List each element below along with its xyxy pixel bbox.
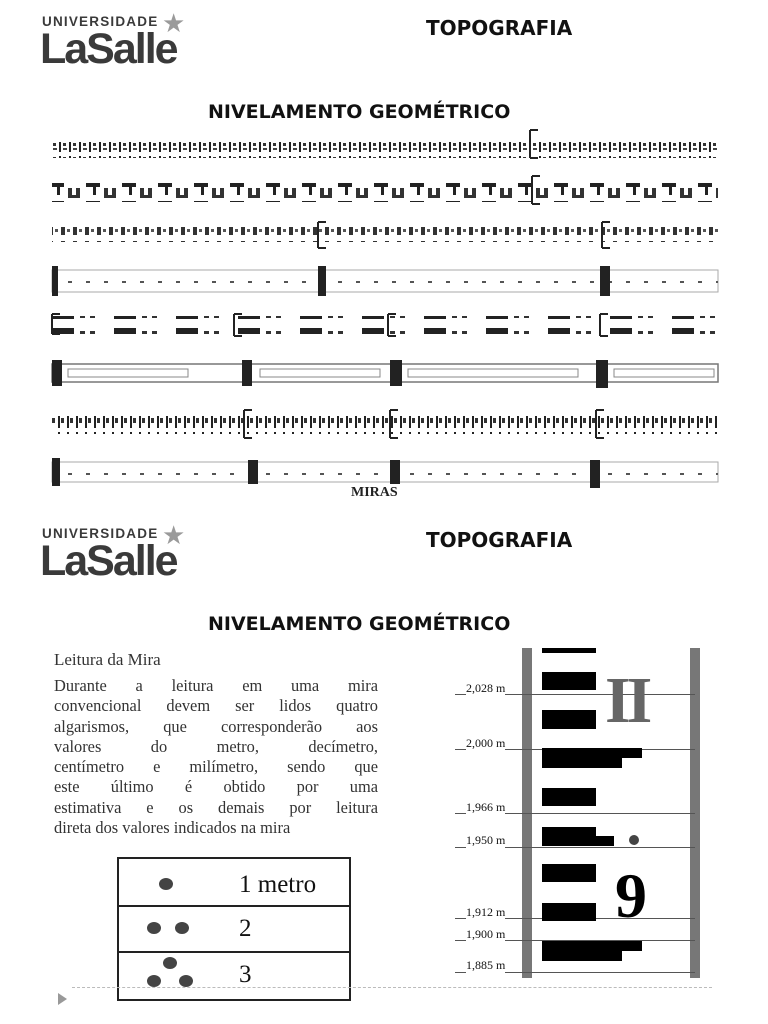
star-icon: ★ (162, 9, 186, 39)
dot-icon (159, 878, 173, 890)
logo-university-text: UNIVERSIDADE (42, 526, 159, 541)
graduation-mark (542, 941, 642, 951)
footer-divider (72, 987, 712, 988)
reading-label: 2,000 m (466, 736, 506, 750)
dot-icon (179, 975, 193, 987)
rod-numeral-upper: II (605, 664, 649, 737)
dot-icon (629, 835, 639, 845)
rod-closeup-figure (455, 642, 695, 982)
graduation-mark (542, 710, 596, 729)
reading-label: 2,028 m (466, 681, 506, 695)
page-title: TOPOGRAFIA (426, 16, 573, 40)
body-line: Durante a leitura em uma mira (54, 676, 378, 695)
body-line: direta dos valores indicados na mira (54, 818, 291, 838)
star-icon: ★ (162, 521, 186, 551)
page-title: TOPOGRAFIA (426, 528, 573, 552)
body-line: valores do metro, decímetro, (54, 736, 378, 756)
reading-label: 1,966 m (466, 800, 506, 814)
table-row (119, 907, 349, 953)
body-line: convencional devem ser lidos quatro (54, 696, 378, 716)
graduation-mark (542, 951, 622, 961)
section-title: NIVELAMENTO GEOMÉTRICO (208, 613, 511, 635)
graduation-mark (542, 836, 614, 846)
reading-label: 1,900 m (466, 927, 506, 941)
logo-name-text: LaSalle (40, 25, 177, 73)
reading-label: 1,950 m (466, 833, 506, 847)
body-paragraph (54, 676, 378, 838)
body-line: estimativa e os demais por leitura (54, 797, 378, 817)
table-row (119, 953, 349, 999)
graduation-mark (542, 748, 642, 758)
graduation-mark (542, 672, 596, 690)
body-line: algarismos, que corresponderão aos (54, 716, 378, 736)
logo (40, 9, 200, 73)
metro-table (117, 857, 351, 1001)
dot-icon (175, 922, 189, 934)
logo-name-text: LaSalle (40, 537, 177, 585)
graduation-mark (542, 758, 622, 768)
logo (40, 521, 200, 585)
table-row-label: 1 metro (239, 871, 317, 898)
dot-icon (147, 975, 161, 987)
leveling-rods-figure (48, 126, 722, 498)
table-row (119, 859, 349, 907)
figure-caption: MIRAS (351, 485, 398, 500)
logo-university-text: UNIVERSIDADE (42, 14, 159, 29)
reading-label: 1,885 m (466, 958, 506, 972)
rod-numeral-lower: 9 (615, 860, 647, 931)
section-heading: Leitura da Mira (54, 650, 161, 669)
body-line: centímetro e milímetro, sendo que (54, 757, 378, 777)
dot-icon (147, 922, 161, 934)
table-row-label: 2 (239, 915, 252, 942)
dot-icon (163, 957, 177, 969)
reading-label: 1,912 m (466, 905, 506, 919)
slide-2 (0, 512, 768, 1024)
section-title: NIVELAMENTO GEOMÉTRICO (208, 101, 511, 123)
table-row-label: 3 (239, 961, 252, 988)
graduation-mark (542, 903, 596, 921)
body-line: este último é obtido por uma (54, 777, 378, 797)
play-arrow-icon (58, 993, 67, 1005)
graduation-mark (542, 788, 596, 806)
graduation-mark (542, 864, 596, 882)
graduation-mark (542, 648, 596, 653)
